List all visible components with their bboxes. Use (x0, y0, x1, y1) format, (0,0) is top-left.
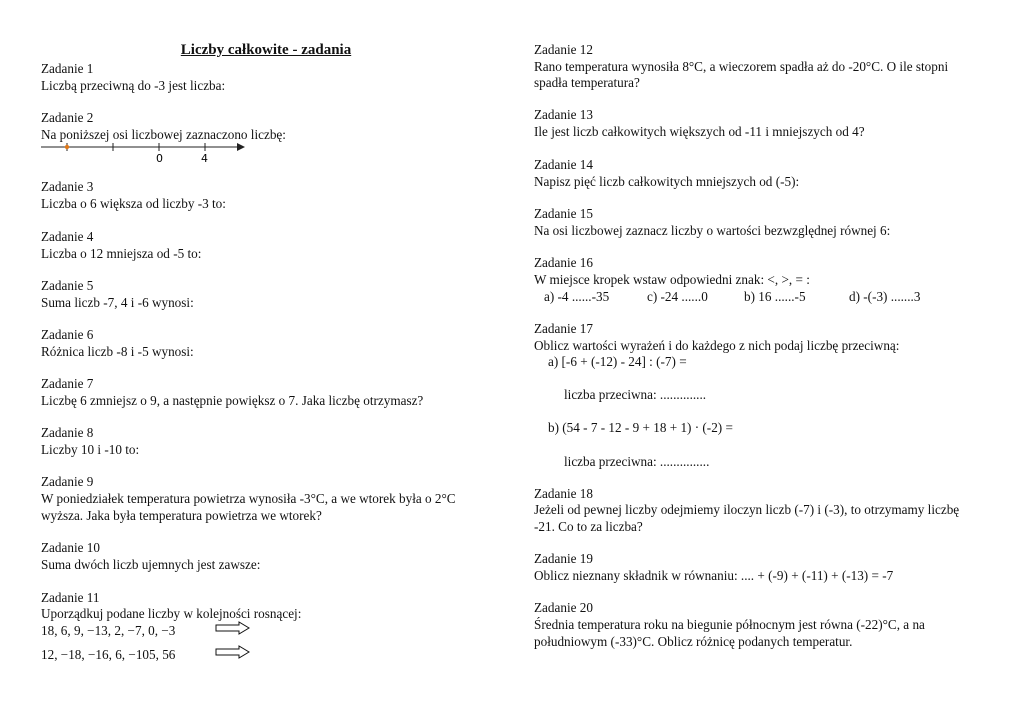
task-16-text: W miejsce kropek wstaw odpowiedni znak: <, >, = : (534, 272, 810, 287)
task-2-text: Na poniższej osi liczbowej zaznaczono liczbę: (41, 127, 286, 142)
task-20-text-2: południowym (-33)°C. Oblicz różnicę podanych temperatur. (534, 634, 853, 649)
task-12-text-2: spadła temperatura? (534, 75, 640, 90)
task-15-text: Na osi liczbowej zaznacz liczby o wartości bezwzględnej równej 6: (534, 223, 891, 238)
task-20-label: Zadanie 20 (534, 600, 593, 615)
right-arrow-icon (215, 621, 251, 635)
task-4-label: Zadanie 4 (41, 229, 94, 244)
task-8-label: Zadanie 8 (41, 425, 94, 440)
task-5-text: Suma liczb -7, 4 i -6 wynosi: (41, 295, 194, 310)
task-6-text: Różnica liczb -8 i -5 wynosi: (41, 344, 194, 359)
task-18-text: Jeżeli od pewnej liczby odejmiemy iloczyn liczb (-7) i (-3), to otrzymamy liczbę (534, 502, 960, 517)
marked-point (65, 145, 69, 149)
task-4-text: Liczba o 12 mniejsza od -5 to: (41, 246, 202, 261)
task-6-label: Zadanie 6 (41, 327, 94, 342)
task-19-label: Zadanie 19 (534, 551, 593, 566)
task-17-expression-a: a) [-6 + (-12) - 24] : (-7) = (548, 354, 687, 369)
task-17-answer-a: liczba przeciwna: .............. (564, 387, 707, 402)
task-14-label: Zadanie 14 (534, 157, 593, 172)
task-16-option-d: d) -(-3) .......3 (849, 289, 921, 304)
task-20-text: Średnia temperatura roku na biegunie północnym jest równa (-22)°C, a na (534, 617, 925, 632)
right-arrow-icon (215, 645, 251, 659)
task-17-expression-b: b) (54 - 7 - 12 - 9 + 18 + 1) · (-2) = (548, 420, 733, 435)
task-1-text: Liczbą przeciwną do -3 jest liczba: (41, 78, 226, 93)
task-7-label: Zadanie 7 (41, 376, 94, 391)
task-13-text: Ile jest liczb całkowitych większych od -11 i mniejszych od 4? (534, 124, 865, 139)
task-12-text: Rano temperatura wynosiła 8°C, a wieczorem spadła aż do -20°C. O ile stopni (534, 59, 949, 74)
task-9-label: Zadanie 9 (41, 474, 94, 489)
task-16-label: Zadanie 16 (534, 255, 593, 270)
task-11-text: Uporządkuj podane liczby w kolejności rosnącej: (41, 606, 302, 621)
axis-label-0: 0 (156, 152, 163, 165)
task-18-label: Zadanie 18 (534, 486, 593, 501)
task-15-label: Zadanie 15 (534, 206, 593, 221)
task-10-text: Suma dwóch liczb ujemnych jest zawsze: (41, 557, 261, 572)
number-line (41, 140, 251, 166)
task-16-option-c: c) -24 ......0 (647, 289, 708, 304)
task-17-label: Zadanie 17 (534, 321, 593, 336)
task-1-label: Zadanie 1 (41, 61, 94, 76)
task-14-text: Napisz pięć liczb całkowitych mniejszych od (-5): (534, 174, 800, 189)
task-9-text: W poniedziałek temperatura powietrza wynosiła -3°C, a we wtorek była o 2°C (41, 491, 456, 506)
task-7-text: Liczbę 6 zmniejsz o 9, a następnie powiększ o 7. Jaka liczbę otrzymasz? (41, 393, 424, 408)
task-17-answer-b: liczba przeciwna: ............... (564, 454, 710, 469)
task-16-option-a: a) -4 ......-35 (544, 289, 610, 304)
task-2-label: Zadanie 2 (41, 110, 94, 125)
axis-label-4: 4 (201, 152, 208, 165)
task-11-label: Zadanie 11 (41, 590, 100, 605)
task-9-text-2: wyższa. Jaka była temperatura powietrza we wtorek? (41, 508, 322, 523)
task-10-label: Zadanie 10 (41, 540, 100, 555)
task-5-label: Zadanie 5 (41, 278, 94, 293)
task-16-option-b: b) 16 ......-5 (744, 289, 806, 304)
task-8-text: Liczby 10 i -10 to: (41, 442, 140, 457)
task-19-text: Oblicz nieznany składnik w równaniu: .... + (-9) + (-11) + (-13) = -7 (534, 568, 894, 583)
task-17-text: Oblicz wartości wyrażeń i do każdego z nich podaj liczbę przeciwną: (534, 338, 900, 353)
task-11-sequence-1: 18, 6, 9, −13, 2, −7, 0, −3 (41, 623, 176, 638)
task-11-sequence-2: 12, −18, −16, 6, −105, 56 (41, 647, 176, 662)
task-3-text: Liczba o 6 większa od liczby -3 to: (41, 196, 226, 211)
task-13-label: Zadanie 13 (534, 107, 593, 122)
task-12-label: Zadanie 12 (534, 42, 593, 57)
task-18-text-2: -21. Co to za liczba? (534, 519, 643, 534)
page-title: Liczby całkowite - zadania (180, 42, 352, 58)
axis-arrow-icon (237, 143, 245, 151)
task-3-label: Zadanie 3 (41, 179, 94, 194)
